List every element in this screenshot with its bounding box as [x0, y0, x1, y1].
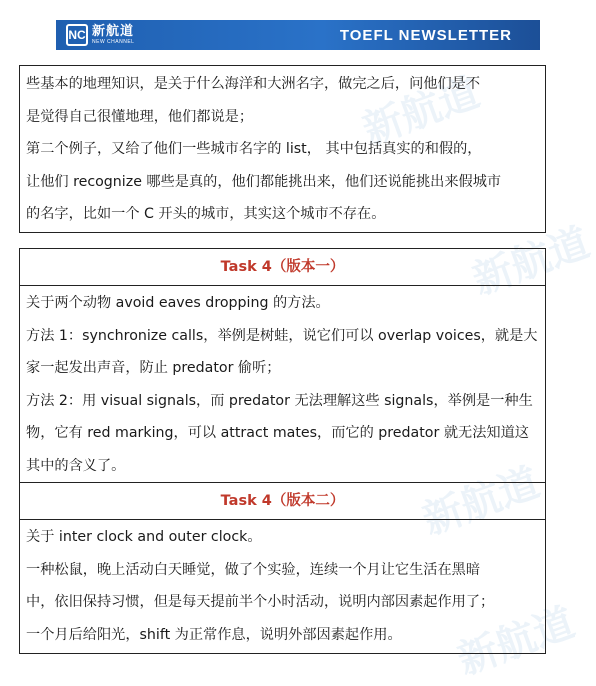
paragraph-line: 一种松鼠，晚上活动白天睡觉，做了个实验，连续一个月让它生活在黑暗 [26, 561, 481, 578]
paragraph-line: 方法 2：用 visual signals，而 predator 无法理解这些 signals，举例是一种生 [26, 392, 533, 409]
watermark-logo: 新航道 [466, 219, 596, 304]
logo-chinese-name: 新航道 [92, 24, 135, 39]
page-header [0, 0, 570, 58]
section-heading: Task 4（版本一） [20, 249, 545, 286]
watermark-logo: 新航道 [451, 599, 581, 684]
paragraph-line: 其中的含义了。 [26, 457, 126, 474]
brand-logo [66, 22, 134, 48]
paragraph-line: 是觉得自己很懂地理，他们都说是； [26, 108, 254, 125]
paragraph-line: 物，它有 red marking，可以 attract mates，而它的 predator 就无法知道这 [26, 425, 529, 441]
paragraph-line: 家一起发出声音，防止 predator 偷听； [26, 360, 281, 376]
paragraph-line: 关于 inter clock and outer clock。 [26, 529, 262, 545]
paragraph-line: 第二个例子，又给了他们一些城市名字的 list， 其中包括真实的和假的， [26, 141, 482, 157]
paragraph-line: 中，依旧保持习惯，但是每天提前半个小时活动，说明内部因素起作用了； [26, 594, 495, 610]
paragraph-line: 方法 1：synchronize calls，举例是树蛙，说它们可以 overlap voices，就是大 [26, 327, 538, 344]
newsletter-title: TOEFL NEWSLETTER [339, 27, 512, 44]
paragraph-line: 的名字，比如一个 C 开头的城市，其实这个城市不存在。 [26, 206, 386, 222]
task4-version2-box [19, 482, 546, 654]
paragraph-line: 一个月后给阳光，shift 为正常作息，说明外部因素起作用。 [26, 626, 402, 643]
section-heading: Task 4（版本二） [20, 483, 545, 520]
paragraph-line: 些基本的地理知识，是关于什么海洋和大洲名字，做完之后，问他们是不 [26, 76, 481, 92]
watermark-logo: 新航道 [416, 459, 546, 544]
paragraph-line: 让他们 recognize 哪些是真的，他们都能挑出来，他们还说能挑出来假城市 [26, 173, 502, 190]
task4-version1-box [19, 248, 546, 483]
watermark-logo: 新航道 [356, 69, 486, 154]
paragraph-line: 关于两个动物 avoid eaves dropping 的方法。 [26, 295, 330, 311]
logo-english-name: NEW CHANNEL [92, 39, 135, 45]
logo-icon: NC [66, 24, 88, 46]
intro-text-box [19, 65, 546, 233]
